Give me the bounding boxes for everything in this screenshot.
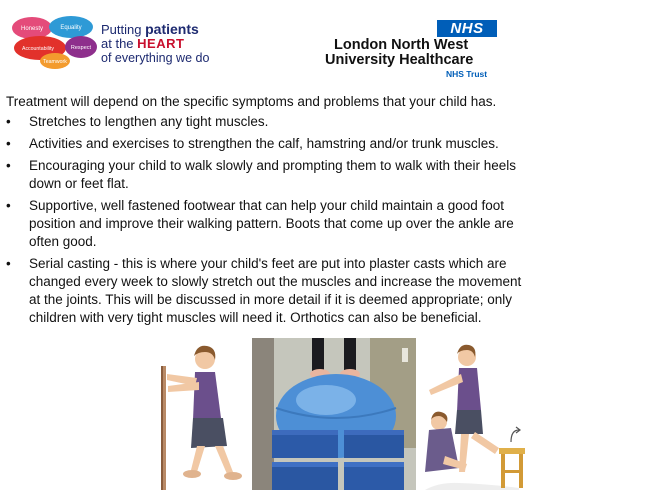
assisted-stretch-icon xyxy=(419,338,528,490)
treatment-list xyxy=(6,113,526,331)
intro-paragraph: Treatment will depend on the specific symptoms and problems that your child has. xyxy=(6,94,497,109)
trust-name-line-1: London North West xyxy=(334,37,469,53)
value-word: Accountability xyxy=(21,46,55,52)
tagline-text: at the xyxy=(101,36,134,51)
list-item xyxy=(6,255,526,327)
trust-name-line-3: NHS Trust xyxy=(446,69,488,79)
list-item-text: Supportive, well fastened footwear that can help your child maintain a good foot position and improve their walking pattern. Boots that come up over the ankle are often good. xyxy=(29,198,514,249)
values-speech-bubbles-icon xyxy=(10,14,98,70)
value-word: Respect xyxy=(70,45,92,51)
list-item xyxy=(6,197,526,251)
tagline-heart: HEART xyxy=(137,36,185,51)
list-item-text: Encouraging your child to walk slowly and prompting them to walk with their heels down or feet flat. xyxy=(29,158,516,191)
list-item-text: Serial casting - this is where your child's feet are put into plaster casts which are changed every week to slowly stretch out the muscles and increase the movement at the joints. This will be discussed in more detail if it is deemed appropriate; only children with very tight muscles will need it. Orthotics can also be beneficial. xyxy=(29,256,522,325)
list-item xyxy=(6,135,526,153)
list-item-text: Activities and exercises to strengthen the calf, hamstring and/or trunk muscles. xyxy=(29,136,499,151)
bullet-icon: • xyxy=(6,198,11,213)
list-item xyxy=(6,113,526,131)
tagline-text: of everything we do xyxy=(101,51,210,65)
wall-calf-stretch-illustration xyxy=(161,338,250,490)
value-word: Teamwork xyxy=(43,59,67,65)
trust-name-line-2: University Healthcare xyxy=(325,52,474,68)
balance-ball-icon xyxy=(252,338,416,490)
assisted-step-stretch-illustration xyxy=(419,338,528,490)
nhs-logo-badge: NHS xyxy=(437,20,497,37)
value-word: Honesty xyxy=(20,26,44,32)
tagline xyxy=(101,22,209,65)
bullet-icon: • xyxy=(6,114,11,129)
list-item-text: Stretches to lengthen any tight muscles. xyxy=(29,114,269,129)
tagline-emphasis: patients xyxy=(145,21,199,37)
tagline-text: Putting xyxy=(101,22,142,37)
list-item xyxy=(6,157,526,193)
bullet-icon: • xyxy=(6,256,11,271)
wall-stretch-icon xyxy=(161,338,250,490)
values-logo xyxy=(10,14,98,70)
value-word: Equality xyxy=(60,25,82,31)
bullet-icon: • xyxy=(6,158,11,173)
balance-ball-photo xyxy=(252,338,416,490)
bullet-icon: • xyxy=(6,136,11,151)
exercise-image-strip xyxy=(161,338,528,490)
